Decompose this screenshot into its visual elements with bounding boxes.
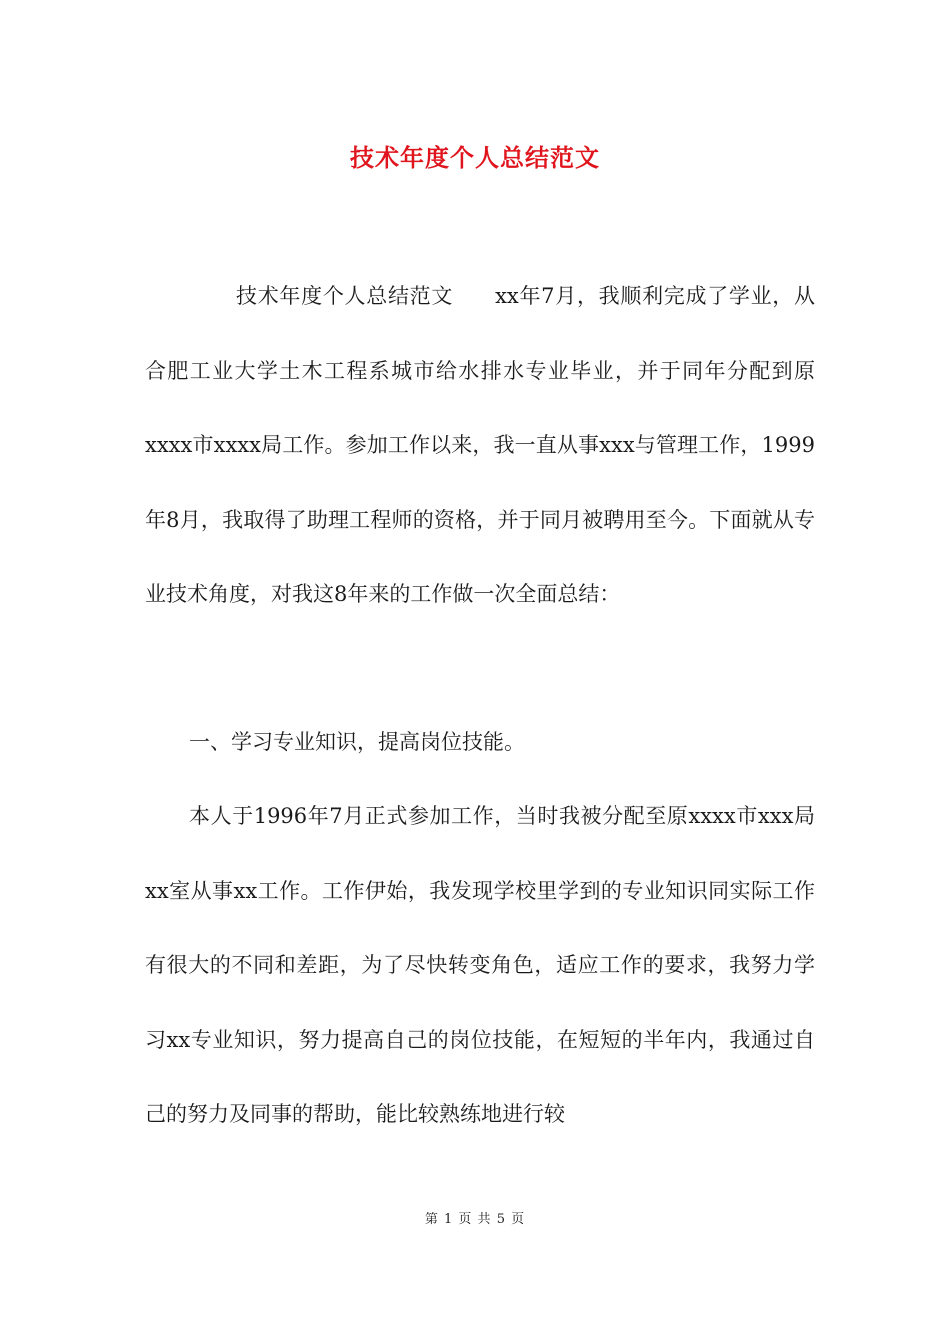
section-1-heading: 一、学习专业知识，提高岗位技能。 xyxy=(189,730,525,754)
document-title: 技术年度个人总结范文 xyxy=(350,143,600,172)
intro-body-text: xx年7月，我顺利完成了学业，从合肥工业大学土木工程系城市给水排水专业毕业，并于同年分配到原xxxx市xxxx局工作。参加工作以来，我一直从事xxx与管理工作，1999年8月，我取得了助理工程师的资格，并于同月被聘用至今。下面就从专业技术角度，对我这8年来的工作做一次全面总结： xyxy=(145,284,816,606)
page-number-footer: 第 1 页 共 5 页 xyxy=(424,1212,526,1227)
intro-paragraph xyxy=(145,259,815,632)
section-1-paragraph: 本人于1996年7月正式参加工作，当时我被分配至原xxxx市xxx局xx室从事xx工作。工作伊始，我发现学校里学到的专业知识同实际工作有很大的不同和差距，为了尽快转变角色，适应工作的要求，我努力学习xx专业知识，努力提高自己的岗位技能，在短短的半年内，我通过自己的努力及同事的帮助，能比较熟练地进行较 xyxy=(145,804,815,1126)
intro-lead-text: 技术年度个人总结范文 xyxy=(236,284,454,308)
